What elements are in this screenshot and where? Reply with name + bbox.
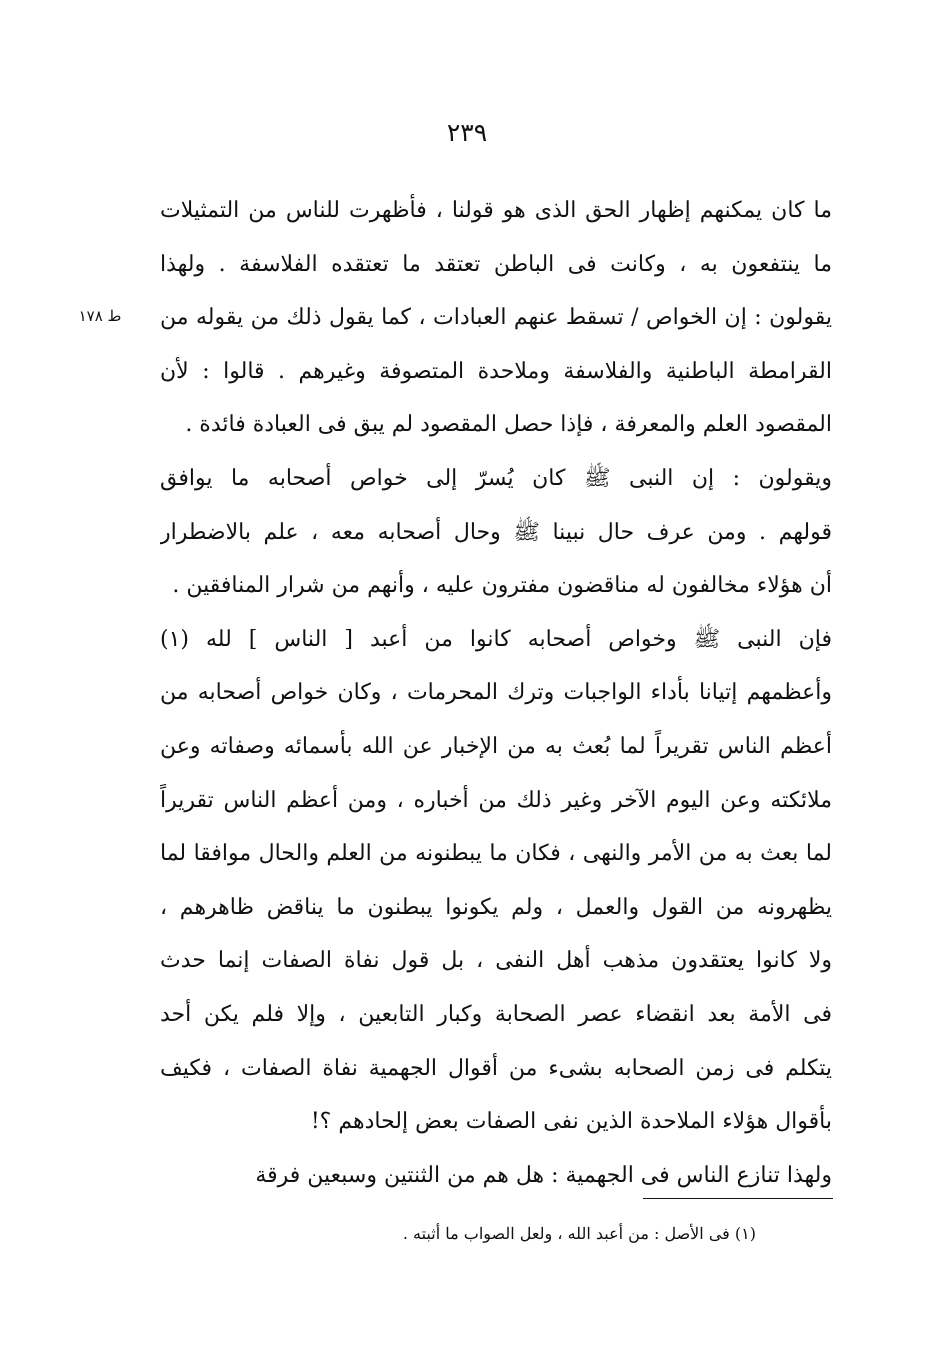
text-line: ويقولون : إن النبى ﷺ كان يُسرّ إلى خواص أصحابه ما يوافق (160, 465, 832, 491)
text-line: فإن النبى ﷺ وخواص أصحابه كانوا من أعبد [ الناس ] لله (١) (160, 626, 832, 652)
text-line: يقولون : إن الخواص / تسقط عنهم العبادات ، كما يقول ذلك من يقوله من (160, 305, 832, 331)
text-line: لما بعث به من الأمر والنهى ، فكان ما يبطنونه من العلم والحال موافقا لما (160, 841, 832, 867)
footnote-separator (643, 1198, 833, 1199)
text-line: قولهم . ومن عرف حال نبينا ﷺ وحال أصحابه معه ، علم بالاضطرار (160, 519, 832, 545)
text-line: ولهذا تنازع الناس فى الجهمية : هل هم من الثنتين وسبعين فرقة (255, 1162, 832, 1188)
text-line: وأعظمهم إتيانا بأداء الواجبات وترك المحرمات ، وكان خواص أصحابه من (160, 680, 832, 706)
text-line: ولا كانوا يعتقدون مذهب أهل النفى ، بل قول نفاة الصفات إنما حدث (160, 948, 832, 974)
body-text (160, 184, 832, 1202)
text-line: القرامطة الباطنية والفلاسفة وملاحدة المتصوفة وغيرهم . قالوا : لأن (160, 358, 832, 384)
text-line: يظهرونه من القول والعمل ، ولم يكونوا يبطنون ما يناقض ظاهرهم ، (160, 894, 832, 920)
text-line: أعظم الناس تقريراً لما بُعث به من الإخبار عن الله بأسمائه وصفاته وعن (160, 733, 832, 759)
text-line: بأقوال هؤلاء الملاحدة الذين نفى الصفات بعض إلحادهم ؟! (310, 1109, 832, 1135)
text-line: المقصود العلم والمعرفة ، فإذا حصل المقصود لم يبق فى العبادة فائدة . (185, 412, 832, 438)
footnote: (١) فى الأصل : من أعبد الله ، ولعل الصواب ما أثبته . (402, 1224, 756, 1243)
margin-page-reference: ط ١٧٨ (78, 307, 122, 325)
page-number: ٢٣٩ (446, 118, 488, 147)
text-line: يتكلم فى زمن الصحابه بشىء من أقوال الجهمية نفاة الصفات ، فكيف (160, 1055, 832, 1081)
text-line: ملائكته وعن اليوم الآخر وغير ذلك من أخباره ، ومن أعظم الناس تقريراً (160, 787, 832, 813)
text-line: فى الأمة بعد انقضاء عصر الصحابة وكبار التابعين ، وإلا فلم يكن أحد (160, 1001, 832, 1027)
text-line: ما كان يمكنهم إظهار الحق الذى هو قولنا ، فأظهرت للناس من التمثيلات (160, 198, 832, 223)
text-line: أن هؤلاء مخالفون له مناقضون مفترون عليه ، وأنهم من شرار المنافقين . (172, 573, 832, 599)
text-line: ما ينتفعون به ، وكانت فى الباطن تعتقد ما تعتقده الفلاسفة . ولهذا (160, 251, 832, 277)
